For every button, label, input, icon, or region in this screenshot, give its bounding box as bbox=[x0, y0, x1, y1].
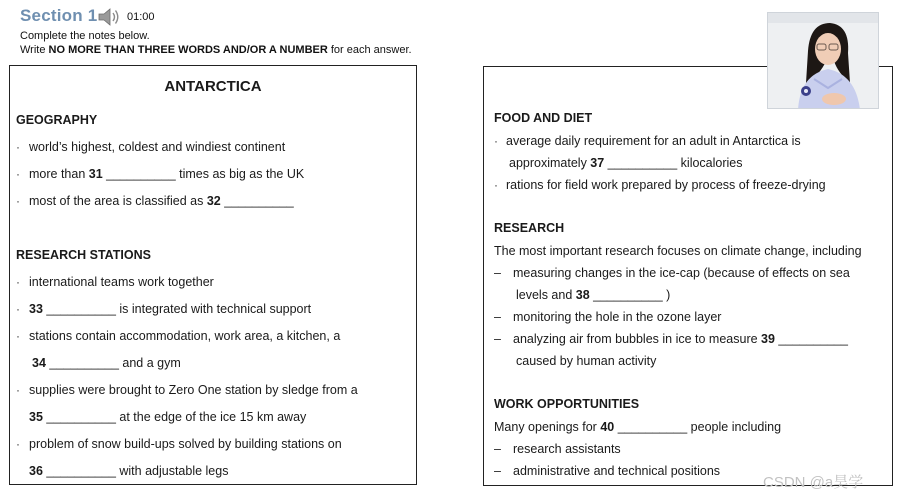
research-line-3b: caused by human activity bbox=[516, 354, 657, 368]
bullet-icon: · bbox=[494, 178, 498, 192]
research-line-2: monitoring the hole in the ozone layer bbox=[513, 310, 722, 324]
rs-line-3: stations contain accommodation, work area, a kitchen, a bbox=[29, 329, 341, 343]
research-intro: The most important research focuses on climate change, including bbox=[494, 244, 862, 258]
bullet-icon: · bbox=[16, 194, 20, 208]
question-40: 40 bbox=[600, 420, 615, 434]
question-32: 32 bbox=[206, 194, 221, 208]
question-34: 34 bbox=[32, 356, 46, 370]
dash-icon: – bbox=[494, 464, 501, 478]
instruction-line-2: Write NO MORE THAN THREE WORDS AND/OR A NUMBER for each answer. bbox=[20, 44, 412, 56]
bullet-icon: · bbox=[494, 134, 498, 148]
dash-icon: – bbox=[494, 310, 501, 324]
bullet-icon: · bbox=[16, 275, 20, 289]
rs-line-4: supplies were brought to Zero One station by sledge from a bbox=[29, 383, 358, 397]
rs-line-1: international teams work together bbox=[29, 275, 214, 289]
bullet-icon: · bbox=[16, 437, 20, 451]
rs-line-5: problem of snow build-ups solved by building stations on bbox=[29, 437, 342, 451]
bullet-icon: · bbox=[16, 329, 20, 343]
dash-icon: – bbox=[494, 332, 501, 346]
notes-box-left bbox=[9, 65, 417, 485]
question-36: 36 bbox=[29, 464, 43, 478]
notes-box-right bbox=[483, 66, 893, 486]
food-line-2: rations for field work prepared by process of freeze-drying bbox=[506, 178, 826, 192]
dash-icon: – bbox=[494, 442, 501, 456]
question-39: 39 bbox=[761, 332, 775, 346]
work-intro: Many openings for 40 __________ people including bbox=[494, 420, 782, 434]
question-33: 33 bbox=[29, 302, 43, 316]
webcam-video[interactable] bbox=[767, 12, 879, 109]
rs-line-4b: 35 __________ at the edge of the ice 15 km away bbox=[29, 410, 307, 424]
speaker-icon[interactable] bbox=[97, 7, 121, 27]
dash-icon: – bbox=[494, 266, 501, 280]
food-heading: FOOD AND DIET bbox=[494, 111, 593, 125]
work-line-1: research assistants bbox=[513, 442, 621, 456]
instruction-line-1: Complete the notes below. bbox=[20, 30, 150, 42]
timer: 01:00 bbox=[127, 11, 155, 23]
section-label: Section 1 bbox=[20, 6, 98, 25]
question-38: 38 bbox=[575, 288, 590, 302]
bullet-icon: · bbox=[16, 302, 20, 316]
rs-line-2: 33 __________ is integrated with technical support bbox=[29, 302, 312, 316]
work-line-2: administrative and technical positions bbox=[513, 464, 721, 478]
research-line-3: analyzing air from bubbles in ice to measure 39 __________ bbox=[513, 332, 848, 346]
question-37: 37 bbox=[590, 156, 605, 170]
bullet-icon: · bbox=[16, 167, 20, 181]
research-line-1b: levels and 38 __________ ) bbox=[516, 288, 671, 302]
research-heading: RESEARCH bbox=[494, 221, 565, 235]
rs-line-5b: 36 __________ with adjustable legs bbox=[29, 464, 229, 478]
geo-line-2: more than 31 __________ times as big as the UK bbox=[29, 167, 305, 181]
geo-line-1: world’s highest, coldest and windiest continent bbox=[29, 140, 286, 154]
work-heading: WORK OPPORTUNITIES bbox=[494, 397, 640, 411]
rs-line-3b: 34 __________ and a gym bbox=[32, 356, 181, 370]
question-31: 31 bbox=[88, 167, 103, 181]
bullet-icon: · bbox=[16, 140, 20, 154]
question-35: 35 bbox=[29, 410, 43, 424]
geography-heading: GEOGRAPHY bbox=[16, 113, 98, 127]
notes-title: ANTARCTICA bbox=[164, 78, 262, 95]
presenter-avatar-icon bbox=[768, 13, 879, 109]
food-line-1: average daily requirement for an adult in Antarctica is bbox=[506, 134, 801, 148]
bullet-icon: · bbox=[16, 383, 20, 397]
geo-line-3: most of the area is classified as 32 __________ bbox=[29, 194, 294, 208]
research-stations-heading: RESEARCH STATIONS bbox=[16, 248, 151, 262]
food-line-1b: approximately 37 __________ kilocalories bbox=[509, 156, 743, 170]
watermark: CSDN @a昊学 bbox=[763, 474, 864, 491]
research-line-1: measuring changes in the ice-cap (because of effects on sea bbox=[513, 266, 850, 280]
